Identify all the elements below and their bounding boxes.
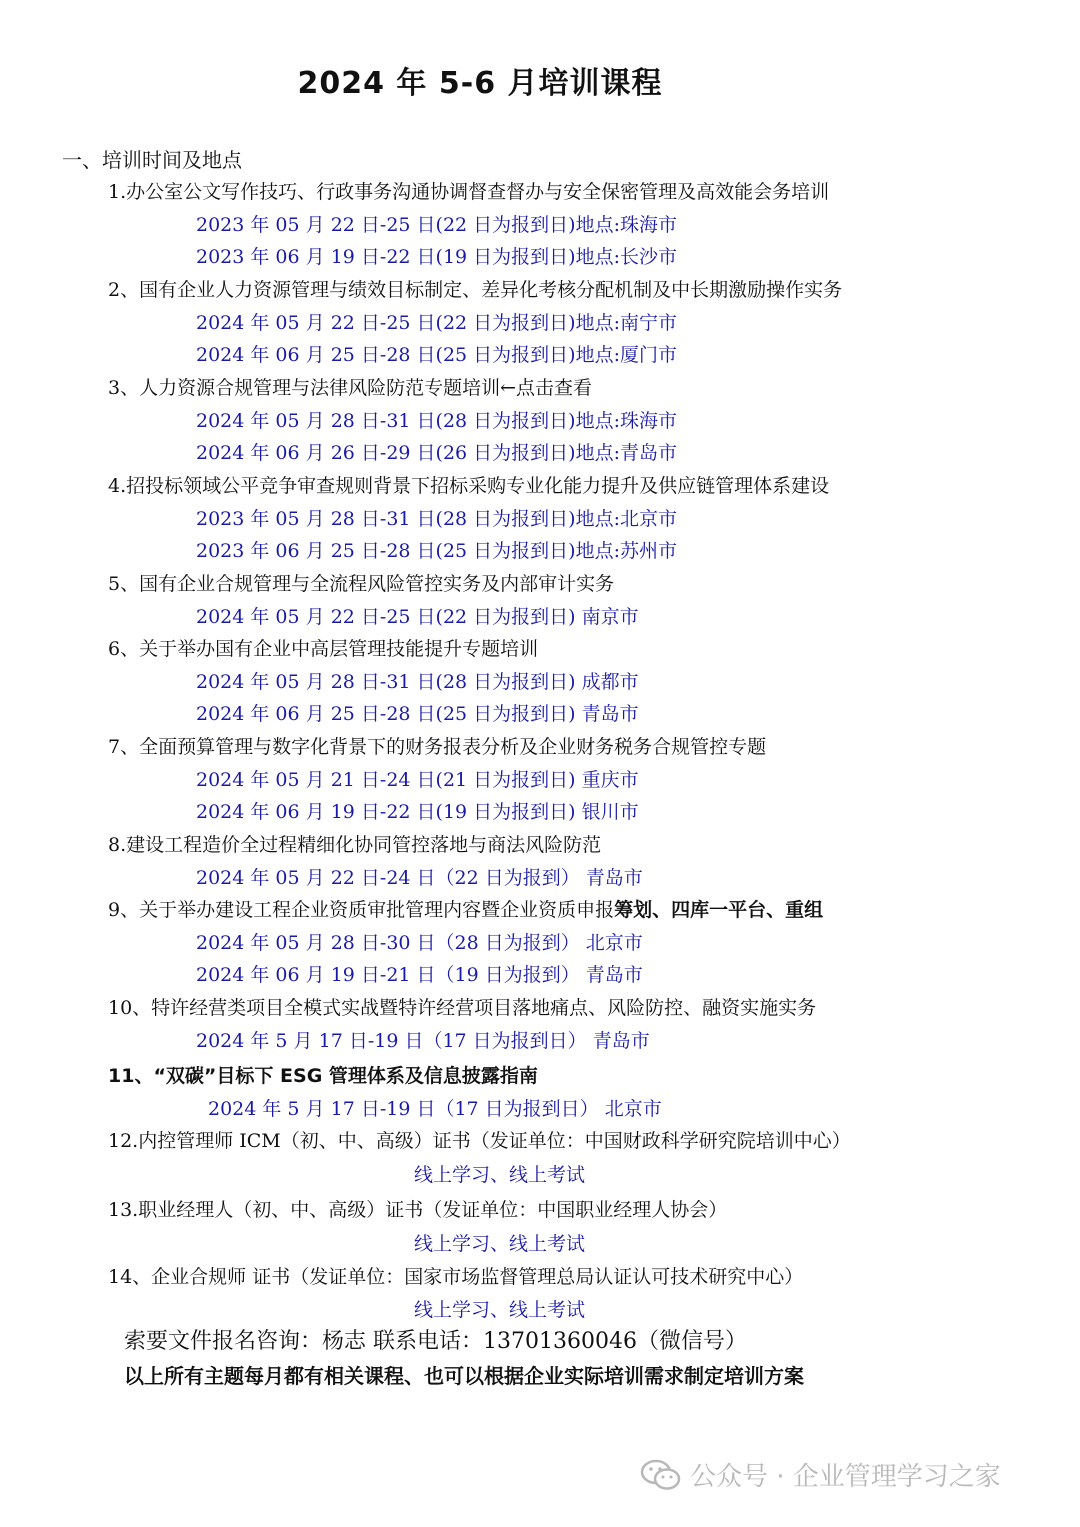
course-1-title: 1.办公室公文写作技巧、行政事务沟通协调督查督办与安全保密管理及高效能会务培训	[108, 181, 830, 203]
course-14-title: 14、企业合规师 证书（发证单位：国家市场监督管理总局认证认可技术研究中心）	[108, 1266, 804, 1288]
course-6-session-2: 2024 年 06 月 25 日-28 日(25 日为报到日) 青岛市	[196, 703, 639, 725]
wechat-icon	[640, 1458, 682, 1492]
course-1-session-1: 2023 年 05 月 22 日-25 日(22 日为报到日)地点:珠海市	[196, 214, 677, 236]
course-2-session-2: 2024 年 06 月 25 日-28 日(25 日为报到日)地点:厦门市	[196, 344, 677, 366]
course-14-online: 线上学习、线上考试	[414, 1299, 586, 1321]
course-12-online: 线上学习、线上考试	[414, 1164, 586, 1186]
course-4-session-1: 2023 年 05 月 28 日-31 日(28 日为报到日)地点:北京市	[196, 508, 677, 530]
contact-info: 索要文件报名咨询：杨志 联系电话：13701360046（微信号）	[124, 1329, 747, 1354]
course-11-session-1: 2024 年 5 月 17 日-19 日（17 日为报到日） 北京市	[208, 1098, 662, 1120]
course-2-session-1: 2024 年 05 月 22 日-25 日(22 日为报到日)地点:南宁市	[196, 312, 677, 334]
watermark	[640, 1456, 1001, 1493]
course-9-title	[108, 896, 823, 924]
course-3-session-1: 2024 年 05 月 28 日-31 日(28 日为报到日)地点:珠海市	[196, 410, 677, 432]
page-title: 2024 年 5-6 月培训课程	[297, 66, 663, 101]
footer-note: 以上所有主题每月都有相关课程、也可以根据企业实际培训需求制定培训方案	[124, 1364, 804, 1388]
course-13-title: 13.职业经理人（初、中、高级）证书（发证单位：中国职业经理人协会）	[108, 1199, 728, 1221]
course-10-session-1: 2024 年 5 月 17 日-19 日（17 日为报到日） 青岛市	[196, 1030, 650, 1052]
course-2-title: 2、国有企业人力资源管理与绩效目标制定、差异化考核分配机制及中长期激励操作实务	[108, 279, 843, 301]
course-8-title: 8.建设工程造价全过程精细化协同管控落地与商法风险防范	[108, 834, 602, 856]
course-12-title: 12.内控管理师 ICM（初、中、高级）证书（发证单位：中国财政科学研究院培训中心）	[108, 1130, 851, 1152]
course-1-session-2: 2023 年 06 月 19 日-22 日(19 日为报到日)地点:长沙市	[196, 246, 677, 268]
course-4-title: 4.招投标领域公平竞争审查规则背景下招标采购专业化能力提升及供应链管理体系建设	[108, 475, 830, 497]
course-9-title-strong: 筹划、四库一平台、重组	[614, 899, 824, 921]
watermark-text: 公众号 · 企业管理学习之家	[690, 1462, 1001, 1492]
course-6-session-1: 2024 年 05 月 28 日-31 日(28 日为报到日) 成都市	[196, 671, 639, 693]
course-7-session-1: 2024 年 05 月 21 日-24 日(21 日为报到日) 重庆市	[196, 769, 639, 791]
course-10-title: 10、特许经营类项目全模式实战暨特许经营项目落地痛点、风险防控、融资实施实务	[108, 997, 817, 1019]
course-9-session-2: 2024 年 06 月 19 日-21 日（19 日为报到） 青岛市	[196, 964, 643, 986]
course-3-title[interactable]: 3、人力资源合规管理与法律风险防范专题培训←点击查看	[108, 377, 593, 399]
course-7-session-2: 2024 年 06 月 19 日-22 日(19 日为报到日) 银川市	[196, 801, 639, 823]
course-7-title: 7、全面预算管理与数字化背景下的财务报表分析及企业财务税务合规管控专题	[108, 736, 767, 758]
course-9-session-1: 2024 年 05 月 28 日-30 日（28 日为报到） 北京市	[196, 932, 643, 954]
section-heading: 一、培训时间及地点	[62, 148, 242, 172]
course-9-title-prefix: 9、关于举办建设工程企业资质审批管理内容暨企业资质申报	[108, 899, 615, 921]
course-5-title: 5、国有企业合规管理与全流程风险管控实务及内部审计实务	[108, 573, 615, 595]
course-8-session-1: 2024 年 05 月 22 日-24 日（22 日为报到） 青岛市	[196, 867, 643, 889]
course-3-session-2: 2024 年 06 月 26 日-29 日(26 日为报到日)地点:青岛市	[196, 442, 677, 464]
course-11-title: 11、“双碳”目标下 ESG 管理体系及信息披露指南	[108, 1065, 538, 1087]
course-4-session-2: 2023 年 06 月 25 日-28 日(25 日为报到日)地点:苏州市	[196, 540, 677, 562]
course-13-online: 线上学习、线上考试	[414, 1233, 586, 1255]
course-5-session-1: 2024 年 05 月 22 日-25 日(22 日为报到日) 南京市	[196, 606, 639, 628]
course-6-title: 6、关于举办国有企业中高层管理技能提升专题培训	[108, 638, 539, 660]
